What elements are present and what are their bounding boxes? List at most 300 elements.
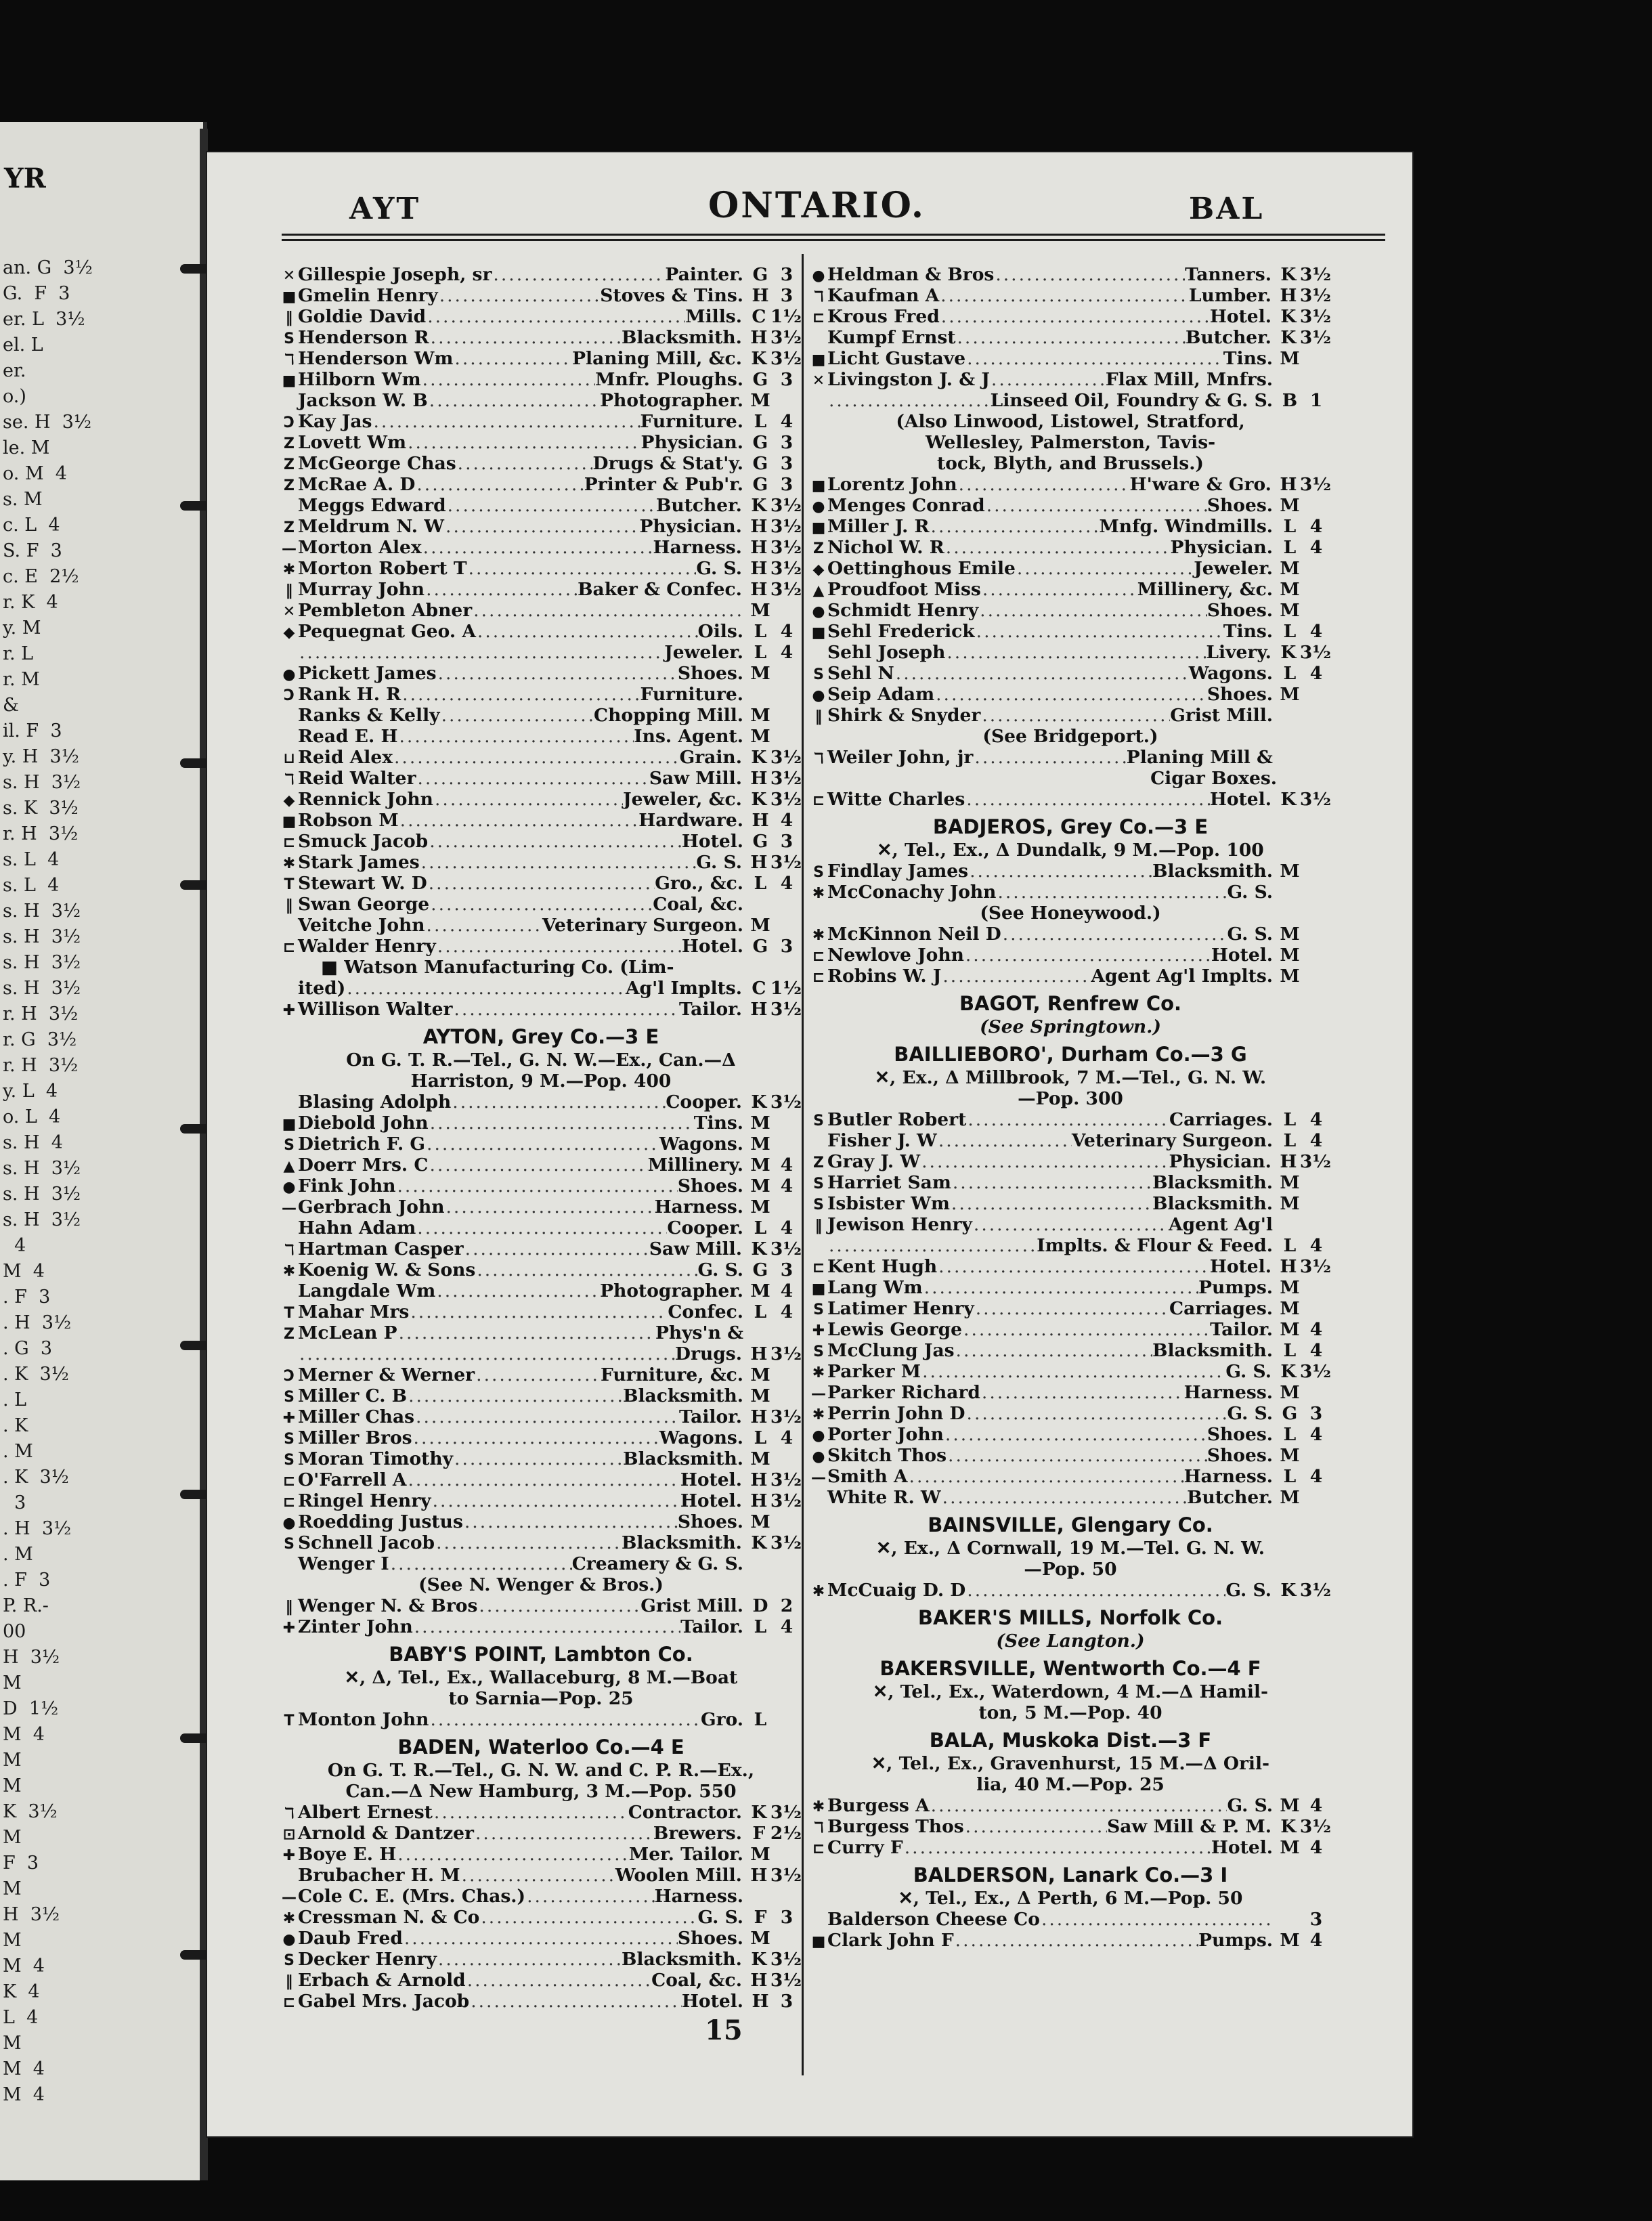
trade-symbol: ✚ <box>282 1410 296 1427</box>
rating-credit: 3½ <box>1299 264 1331 285</box>
leader-dots <box>456 453 593 474</box>
rating-capital: F <box>752 1823 766 1844</box>
rating-credit: 4 <box>780 1217 794 1238</box>
rating-capital: K <box>751 1949 767 1970</box>
business-type: Furniture, &c. <box>601 1364 743 1385</box>
business-name: Monton John <box>298 1709 429 1730</box>
rating-credit: 4 <box>1309 1340 1323 1361</box>
business-name: Pequegnat Geo. A <box>298 621 476 642</box>
leader-dots <box>990 369 1106 390</box>
business-type: Chopping Mill. <box>594 705 743 726</box>
business-type: Furniture. <box>640 411 743 432</box>
rating-capital: M <box>750 663 770 684</box>
listing-entry <box>280 1970 802 1991</box>
rating-credit: 3 <box>780 264 794 285</box>
listing-entry <box>280 726 802 747</box>
rating-capital: C <box>752 306 766 327</box>
rating-capital: M <box>750 1196 770 1217</box>
rating-capital: H <box>752 285 769 306</box>
business-name: Rennick John <box>298 789 433 810</box>
trade-symbol: Z <box>284 1326 295 1343</box>
rating-capital: H <box>750 537 768 558</box>
rating-capital: K <box>1280 789 1297 810</box>
town-details: ✕, Ex., Δ Cornwall, 19 M.—Tel. G. N. W. <box>876 1538 1265 1559</box>
facing-page-line: . K 3½ <box>3 1467 69 1488</box>
business-type: Woolen Mill. <box>615 1865 742 1886</box>
trade-symbol: — <box>282 540 297 557</box>
rating-capital: K <box>1280 1816 1297 1837</box>
listing-entry <box>280 1616 802 1637</box>
leader-dots <box>429 894 653 915</box>
trade-symbol: ℸ <box>813 750 824 767</box>
trade-symbol: ▲ <box>812 582 825 599</box>
town-details: ✕, Tel., Ex., Δ Dundalk, 9 M.—Pop. 100 <box>877 840 1264 861</box>
leader-dots <box>435 1280 600 1301</box>
rating-capital: L <box>754 1301 767 1322</box>
business-type: Shoes. <box>677 1511 743 1532</box>
rating-capital: K <box>751 789 767 810</box>
business-type: Planing Mill, &c. <box>572 348 742 369</box>
leader-dots <box>475 1259 697 1280</box>
business-name: Henderson Wm <box>298 348 454 369</box>
facing-page-line: M <box>3 2033 22 2054</box>
listing-entry <box>280 306 802 327</box>
business-type: Tins. <box>693 1113 743 1134</box>
business-name: Murray John <box>298 579 425 600</box>
rating-capital: M <box>1280 1319 1300 1340</box>
rating-capital: H <box>1280 474 1297 495</box>
leader-dots <box>525 1886 655 1907</box>
rating-credit: 3½ <box>1299 789 1331 810</box>
business-name: Lang Wm <box>827 1277 923 1298</box>
rating-capital: H <box>750 1406 768 1427</box>
leader-dots <box>981 579 1137 600</box>
listing-entry <box>280 915 802 936</box>
listing-entry <box>280 1490 802 1511</box>
business-type: Hotel. <box>1211 945 1273 966</box>
rating-capital: L <box>754 411 767 432</box>
facing-page-line: F 3 <box>3 1853 39 1874</box>
cross-reference: (See Bridgeport.) <box>982 726 1158 747</box>
business-name: Hartman Casper <box>298 1238 464 1259</box>
leader-dots <box>980 705 1170 726</box>
rating-capital: L <box>754 621 767 642</box>
business-type: Wagons. <box>659 1134 743 1155</box>
facing-page-line: K 4 <box>3 1981 40 2002</box>
business-name: Gmelin Henry <box>298 285 438 306</box>
listing-entry <box>810 285 1331 306</box>
business-name: Skitch Thos <box>827 1445 947 1466</box>
facing-page-line: M 4 <box>3 2058 45 2079</box>
trade-symbol: ■ <box>811 1933 826 1950</box>
facing-page-line: M <box>3 1827 22 1848</box>
business-type: Photographer. <box>600 1280 743 1301</box>
facing-page-line: 00 <box>3 1621 26 1642</box>
listing-entry <box>810 1837 1331 1858</box>
rating-capital: M <box>1280 1172 1300 1193</box>
trade-symbol: ‖ <box>285 1973 293 1990</box>
leader-dots <box>464 1238 649 1259</box>
business-type: Stoves & Tins. <box>600 285 743 306</box>
business-type: Tailor. <box>679 1406 742 1427</box>
business-type: Jeweler. <box>1194 558 1273 579</box>
business-type: Gro. <box>700 1709 743 1730</box>
facing-page-line: s. H 3½ <box>3 1209 81 1230</box>
listing-entry <box>280 600 802 621</box>
rating-credit: 3½ <box>1299 327 1331 348</box>
town-heading: BADJEROS, Grey Co.—3 E <box>932 815 1209 838</box>
rating-capital: M <box>750 1385 770 1406</box>
facing-page-line: . K 3½ <box>3 1364 69 1385</box>
business-type: Hotel. <box>681 936 743 957</box>
leader-dots <box>974 1298 1169 1319</box>
business-name: Jewison Henry <box>827 1214 972 1235</box>
rating-capital: L <box>1283 537 1297 558</box>
trade-symbol: ⊏ <box>282 1473 296 1490</box>
leader-dots <box>425 915 542 936</box>
trade-symbol: ● <box>812 687 825 704</box>
trade-symbol: T <box>284 1712 295 1729</box>
leader-dots <box>1016 558 1194 579</box>
business-name: Albert Ernest <box>298 1802 433 1823</box>
business-name: McLean P <box>298 1322 397 1343</box>
right-column <box>810 264 1331 1951</box>
leader-dots <box>345 978 626 999</box>
trade-symbol: ✱ <box>812 1406 825 1423</box>
trade-symbol: S <box>813 1301 824 1318</box>
business-type: Coal, &c. <box>653 894 743 915</box>
leader-dots <box>1001 924 1227 945</box>
rating-credit: 3½ <box>770 327 802 348</box>
trade-symbol: S <box>813 1176 824 1192</box>
trade-symbol: ⊔ <box>283 750 295 767</box>
leader-dots <box>474 1823 653 1844</box>
business-name: Seip Adam <box>827 684 935 705</box>
rating-capital: K <box>751 1802 767 1823</box>
business-name: Sehl N <box>827 663 894 684</box>
rating-credit: 3½ <box>770 999 802 1020</box>
trade-symbol: ℸ <box>284 1242 295 1259</box>
business-type: Contractor. <box>628 1802 742 1823</box>
listing-entry <box>280 1991 802 2012</box>
business-name: Lorentz John <box>827 474 957 495</box>
business-type: Mnfg. Windmills. <box>1099 516 1273 537</box>
trade-symbol: ● <box>812 603 825 620</box>
business-name: Sehl Joseph <box>827 642 946 663</box>
business-type: Phys'n & <box>655 1322 743 1343</box>
trade-symbol: S <box>813 1113 824 1129</box>
facing-page-line: il. F 3 <box>3 720 62 741</box>
business-type: Blacksmith. <box>1152 1172 1273 1193</box>
business-type: Saw Mill. <box>649 768 742 789</box>
rating-credit: 4 <box>1309 1466 1323 1487</box>
trade-symbol: ▲ <box>283 1158 295 1175</box>
leader-dots <box>425 579 578 600</box>
business-name: McRae A. D <box>298 474 416 495</box>
listing-entry <box>280 327 802 348</box>
business-type: Hardware. <box>638 810 743 831</box>
business-type: Shoes. <box>1207 495 1273 516</box>
leader-dots <box>469 1991 682 2012</box>
business-name: Gray J. W <box>827 1151 921 1172</box>
listing-entry <box>280 1134 802 1155</box>
trade-symbol: ⊏ <box>812 1840 825 1857</box>
rating-capital: H <box>752 1991 769 2012</box>
business-name: Miller J. R <box>827 516 930 537</box>
business-type: Pumps. <box>1198 1930 1273 1951</box>
rating-capital: L <box>754 1217 767 1238</box>
leader-dots <box>298 1343 675 1364</box>
leader-dots <box>429 1709 701 1730</box>
listing-entry <box>280 1511 802 1532</box>
leader-dots <box>463 1511 678 1532</box>
rating-capital: M <box>750 1113 770 1134</box>
leader-dots <box>965 789 1210 810</box>
rating-credit: 3 <box>780 831 794 852</box>
rating-capital: H <box>1280 1256 1297 1277</box>
facing-page-line: . M <box>3 1441 33 1462</box>
town-details: ✕, Tel., Ex., Waterdown, 4 M.—Δ Hamil- <box>873 1681 1268 1702</box>
business-type: Shoes. <box>1207 600 1273 621</box>
business-name: Robson M <box>298 810 399 831</box>
rating-capital: H <box>750 1490 768 1511</box>
leader-dots <box>966 1109 1169 1130</box>
listing-entry <box>810 621 1331 642</box>
business-name: Cole C. E. (Mrs. Chas.) <box>298 1886 526 1907</box>
business-name: Brubacher H. M <box>298 1865 460 1886</box>
rating-credit: 4 <box>780 1280 794 1301</box>
leader-dots <box>428 1155 647 1176</box>
business-name: Arnold & Dantzer <box>298 1823 474 1844</box>
rating-credit: 3½ <box>770 537 802 558</box>
trade-symbol: — <box>282 1200 297 1217</box>
rating-capital: M <box>750 1448 770 1469</box>
rating-capital: M <box>1280 600 1300 621</box>
rating-capital: H <box>750 1469 768 1490</box>
facing-page-line: 3 <box>3 1492 26 1513</box>
facing-page-line: . M <box>3 1544 33 1565</box>
rating-credit: 4 <box>1309 1837 1323 1858</box>
business-name: Livingston J. & J <box>827 369 990 390</box>
facing-page-line: H 3½ <box>3 1904 60 1925</box>
rating-credit: 3½ <box>770 852 802 873</box>
facing-page-line: el. L <box>3 335 43 355</box>
town-heading: BAINSVILLE, Glengary Co. <box>928 1513 1213 1536</box>
facing-page-line: s. K 3½ <box>3 798 79 819</box>
listing-entry <box>280 516 802 537</box>
rating-capital: K <box>751 1092 767 1113</box>
rating-credit: 4 <box>1309 1130 1323 1151</box>
business-type: Hotel. <box>1209 306 1271 327</box>
rating-credit: 3 <box>1309 1403 1323 1424</box>
trade-symbol: ‖ <box>285 582 293 599</box>
business-type: Printer & Pub'r. <box>584 474 743 495</box>
listing-entry <box>280 285 802 306</box>
business-type: Shoes. <box>677 663 743 684</box>
rating-capital: M <box>1280 945 1300 966</box>
business-name: Dietrich F. G <box>298 1134 426 1155</box>
listing-entry <box>810 1193 1331 1214</box>
town-details: Can.—Δ New Hamburg, 3 M.—Pop. 550 <box>345 1781 737 1802</box>
trade-symbol: ✱ <box>812 927 825 944</box>
business-type: Lumber. <box>1188 285 1271 306</box>
business-type: Tailor. <box>680 1616 743 1637</box>
trade-symbol: ⊏ <box>282 834 296 851</box>
rating-credit: 3 <box>780 474 794 495</box>
listing-entry <box>280 264 802 285</box>
leader-dots <box>980 1382 1184 1403</box>
leader-dots <box>406 432 640 453</box>
rating-credit: 4 <box>1309 621 1323 642</box>
rating-credit: 3½ <box>770 348 802 369</box>
listing-entry <box>810 882 1331 903</box>
business-name: Wenger I <box>298 1553 389 1574</box>
rating-credit: 3 <box>780 936 794 957</box>
leader-dots <box>827 1235 1037 1256</box>
business-type: Tins. <box>1223 621 1273 642</box>
town-heading: BALA, Muskoka Dist.—3 F <box>929 1729 1212 1752</box>
rating-capital: L <box>1283 1466 1297 1487</box>
leader-dots <box>964 1816 1107 1837</box>
leader-dots <box>401 684 640 705</box>
rating-capital: K <box>751 747 767 768</box>
facing-page-line: . K <box>3 1415 28 1436</box>
rating-credit: 3½ <box>770 747 802 768</box>
business-name: Gabel Mrs. Jacob <box>298 1991 470 2012</box>
business-type: Cooper. <box>666 1092 742 1113</box>
leader-dots <box>944 537 1171 558</box>
trade-symbol: ■ <box>282 372 297 389</box>
rating-capital: M <box>1280 558 1300 579</box>
rating-credit: 3 <box>780 432 794 453</box>
rating-capital: M <box>750 1364 770 1385</box>
town-details: lia, 40 M.—Pop. 25 <box>976 1774 1165 1795</box>
rating-capital: K <box>1280 264 1297 285</box>
rating-capital: G <box>752 432 768 453</box>
facing-page-line: r. L <box>3 643 34 664</box>
business-type: Butcher. <box>655 495 742 516</box>
facing-page-line: . L <box>3 1389 27 1410</box>
business-name: Butler Robert <box>827 1109 967 1130</box>
rating-capital: M <box>750 1176 770 1196</box>
leader-dots <box>947 1445 1207 1466</box>
business-type: Hotel. <box>680 1490 742 1511</box>
town-details: On G. T. R.—Tel., G. N. W. and C. P. R.—Ex., <box>327 1760 755 1781</box>
leader-dots <box>951 1172 1152 1193</box>
facing-page-line: S. F 3 <box>3 540 62 561</box>
listing-entry <box>810 1151 1331 1172</box>
leader-dots <box>395 1176 677 1196</box>
business-type: Blacksmith. <box>622 1949 742 1970</box>
business-name: Hilborn Wm <box>298 369 421 390</box>
facing-page-line: r. M <box>3 669 40 690</box>
business-type: Veterinary Surgeon. <box>1071 1130 1273 1151</box>
facing-page-line: s. L 4 <box>3 849 60 870</box>
rating-credit: 3½ <box>770 1490 802 1511</box>
leader-dots <box>413 1616 680 1637</box>
business-name: Findlay James <box>827 861 969 882</box>
facing-page-line: K 3½ <box>3 1801 58 1822</box>
header-province-title: ONTARIO. <box>708 185 926 226</box>
listing-entry <box>280 1343 802 1364</box>
business-name: Perrin John D <box>827 1403 965 1424</box>
leader-dots <box>415 474 584 495</box>
listing-entry <box>810 1361 1331 1382</box>
rating-credit: 3½ <box>770 1949 802 1970</box>
trade-symbol: S <box>284 1452 295 1469</box>
trade-symbol: Ↄ <box>283 687 295 704</box>
rating-credit: 3½ <box>770 1532 802 1553</box>
business-type: Mer. Tailor. <box>628 1844 743 1865</box>
leader-dots <box>920 1151 1169 1172</box>
rating-capital: K <box>1280 306 1297 327</box>
town-details: ton, 5 M.—Pop. 40 <box>978 1702 1162 1723</box>
business-type: Physician. <box>1170 537 1273 558</box>
leader-dots <box>472 600 743 621</box>
rating-credit: 1½ <box>770 306 802 327</box>
facing-page-line: G. F 3 <box>3 283 70 304</box>
leader-dots <box>426 306 685 327</box>
facing-page-line: y. M <box>3 618 41 639</box>
listing-entry <box>810 474 1331 495</box>
leader-dots <box>968 861 1152 882</box>
listing-entry <box>280 684 802 705</box>
rating-capital: M <box>750 1155 770 1176</box>
leader-dots <box>957 474 1130 495</box>
trade-symbol: — <box>282 1889 297 1906</box>
listing-entry <box>280 1553 802 1574</box>
listing-entry <box>280 1595 802 1616</box>
business-type: Veterinary Surgeon. <box>542 915 743 936</box>
listing-entry <box>280 1280 802 1301</box>
facing-page-line: . H 3½ <box>3 1518 72 1539</box>
business-type: Saw Mill. <box>649 1238 742 1259</box>
listing-entry <box>810 1277 1331 1298</box>
listing-entry <box>280 1907 802 1928</box>
trade-symbol: ✕ <box>282 603 296 620</box>
facing-page-line: s. H 3½ <box>3 772 81 793</box>
trade-symbol: Z <box>813 1155 824 1171</box>
business-type: Oils. <box>697 621 743 642</box>
leader-dots <box>955 1340 1153 1361</box>
business-name: Burgess A <box>827 1795 930 1816</box>
leader-dots <box>429 1113 694 1134</box>
rating-credit: 3 <box>780 1991 794 2012</box>
leader-dots <box>451 1092 666 1113</box>
listing-entry <box>810 579 1331 600</box>
business-type: Drugs. <box>675 1343 742 1364</box>
trade-symbol: ✚ <box>282 1002 296 1019</box>
listing-entry <box>810 1795 1331 1816</box>
business-name: McKinnon Neil D <box>827 924 1001 945</box>
rating-capital: H <box>750 999 768 1020</box>
rating-credit: 4 <box>1309 1109 1323 1130</box>
business-name: Diebold John <box>298 1113 429 1134</box>
town-heading: BADEN, Waterloo Co.—4 E <box>397 1735 684 1759</box>
rating-credit: 4 <box>780 810 794 831</box>
listing-entry <box>280 1532 802 1553</box>
facing-page-line: M 4 <box>3 2084 45 2105</box>
leader-dots <box>420 852 697 873</box>
facing-page-line: P. R.- <box>3 1595 49 1616</box>
trade-symbol: S <box>813 1196 824 1213</box>
rating-capital: H <box>750 516 768 537</box>
trade-symbol: ● <box>282 666 296 683</box>
business-name: McClung Jas <box>827 1340 955 1361</box>
business-type: Drugs & Stat'y. <box>592 453 743 474</box>
business-name: Reid Walter <box>298 768 416 789</box>
business-name: Porter John <box>827 1424 944 1445</box>
